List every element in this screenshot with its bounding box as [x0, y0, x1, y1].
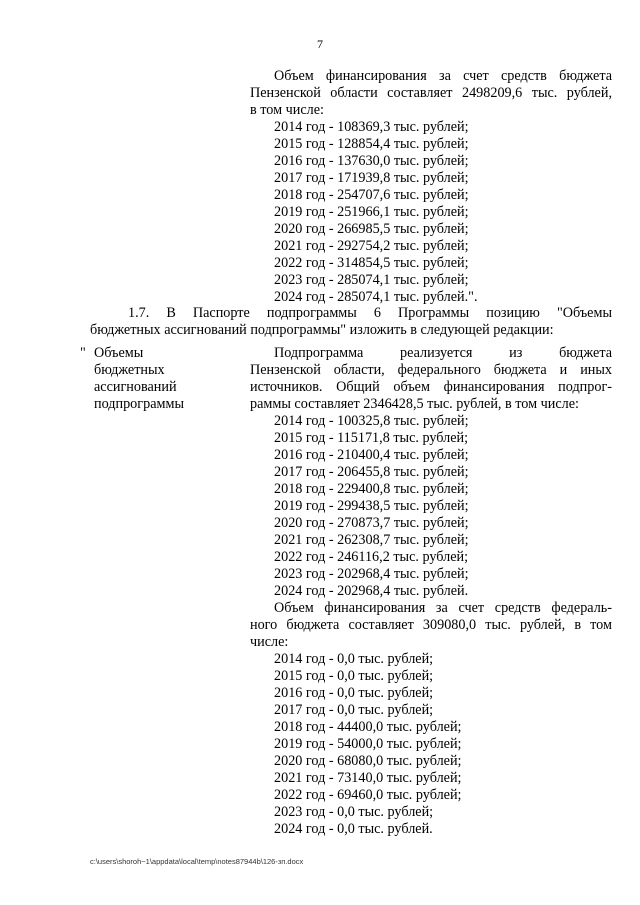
- top-intro-line: Объем финансирования за счет средств бюджета: [274, 68, 612, 84]
- item-1-7-line: бюджетных ассигнований подпрограммы" изложить в следующей редакции:: [90, 322, 554, 338]
- year-item: 2022 год - 246116,2 тыс. рублей;: [274, 549, 469, 565]
- top-intro-line: Пензенской области составляет 2498209,6 тыс. рублей,: [250, 85, 612, 101]
- year-item: 2021 год - 262308,7 тыс. рублей;: [274, 532, 469, 548]
- federal-intro-line: Объем финансирования за счет средств федераль-: [274, 600, 612, 616]
- federal-years-list: [250, 651, 612, 838]
- year-item: 2019 год - 54000,0 тыс. рублей;: [274, 736, 462, 752]
- federal-intro-paragraph: [250, 600, 612, 651]
- year-item: 2014 год - 0,0 тыс. рублей;: [274, 651, 434, 667]
- year-item: 2018 год - 44400,0 тыс. рублей;: [274, 719, 462, 735]
- year-item: 2015 год - 128854,4 тыс. рублей;: [274, 136, 469, 152]
- year-item: 2018 год - 229400,8 тыс. рублей;: [274, 481, 469, 497]
- right-intro-line: Пензенской области, федерального бюджета и иных: [250, 362, 612, 378]
- year-item: 2024 год - 0,0 тыс. рублей.: [274, 821, 433, 837]
- year-item: 2021 год - 73140,0 тыс. рублей;: [274, 770, 462, 786]
- year-item: 2020 год - 68080,0 тыс. рублей;: [274, 753, 462, 769]
- year-item: 2017 год - 0,0 тыс. рублей;: [274, 702, 434, 718]
- year-item: 2020 год - 270873,7 тыс. рублей;: [274, 515, 469, 531]
- year-item: 2016 год - 137630,0 тыс. рублей;: [274, 153, 469, 169]
- year-item: 2016 год - 0,0 тыс. рублей;: [274, 685, 434, 701]
- table-left-cell: [94, 345, 234, 413]
- federal-intro-line: числе:: [250, 634, 289, 650]
- year-item: 2019 год - 251966,1 тыс. рублей;: [274, 204, 469, 220]
- year-item: 2021 год - 292754,2 тыс. рублей;: [274, 238, 469, 254]
- table-right-cell: [250, 345, 612, 838]
- page-number: 7: [317, 37, 323, 51]
- item-1-7-line: 1.7. В Паспорте подпрограммы 6 Программы позицию "Объемы: [128, 305, 612, 321]
- year-item: 2024 год - 285074,1 тыс. рублей.".: [274, 289, 478, 305]
- year-item: 2018 год - 254707,6 тыс. рублей;: [274, 187, 469, 203]
- opening-quote: ": [80, 345, 86, 361]
- year-item: 2015 год - 0,0 тыс. рублей;: [274, 668, 434, 684]
- right-intro-line: Подпрограмма реализуется из бюджета: [274, 345, 612, 361]
- year-item: 2014 год - 100325,8 тыс. рублей;: [274, 413, 469, 429]
- top-intro-line: в том числе:: [250, 102, 324, 118]
- year-item: 2017 год - 206455,8 тыс. рублей;: [274, 464, 469, 480]
- year-item: 2015 год - 115171,8 тыс. рублей;: [274, 430, 469, 446]
- right-intro-paragraph: [250, 345, 612, 413]
- left-cell-line: Объемы: [94, 345, 144, 361]
- year-item: 2022 год - 314854,5 тыс. рублей;: [274, 255, 469, 271]
- year-item: 2022 год - 69460,0 тыс. рублей;: [274, 787, 462, 803]
- left-cell-line: подпрограммы: [94, 396, 184, 412]
- right-intro-line: раммы составляет 2346428,5 тыс. рублей, в том числе:: [250, 396, 579, 412]
- left-cell-line: бюджетных: [94, 362, 165, 378]
- file-path-footer: c:\users\shoroh~1\appdata\local\temp\notes87944b\126-зп.docx: [90, 857, 304, 866]
- year-item: 2016 год - 210400,4 тыс. рублей;: [274, 447, 469, 463]
- year-item: 2014 год - 108369,3 тыс. рублей;: [274, 119, 469, 135]
- year-item: 2023 год - 0,0 тыс. рублей;: [274, 804, 434, 820]
- year-item: 2017 год - 171939,8 тыс. рублей;: [274, 170, 469, 186]
- top-financing-section: [250, 68, 612, 306]
- top-years-list: [250, 119, 612, 306]
- left-cell-line: ассигнований: [94, 379, 177, 395]
- right-intro-line: источников. Общий объем финансирования подпрог-: [250, 379, 612, 395]
- total-years-list: [250, 413, 612, 600]
- year-item: 2024 год - 202968,4 тыс. рублей.: [274, 583, 469, 599]
- year-item: 2020 год - 266985,5 тыс. рублей;: [274, 221, 469, 237]
- year-item: 2023 год - 202968,4 тыс. рублей;: [274, 566, 469, 582]
- federal-intro-line: ного бюджета составляет 309080,0 тыс. рублей, в том: [250, 617, 612, 633]
- item-1-7-paragraph: [90, 305, 612, 339]
- year-item: 2019 год - 299438,5 тыс. рублей;: [274, 498, 469, 514]
- year-item: 2023 год - 285074,1 тыс. рублей;: [274, 272, 469, 288]
